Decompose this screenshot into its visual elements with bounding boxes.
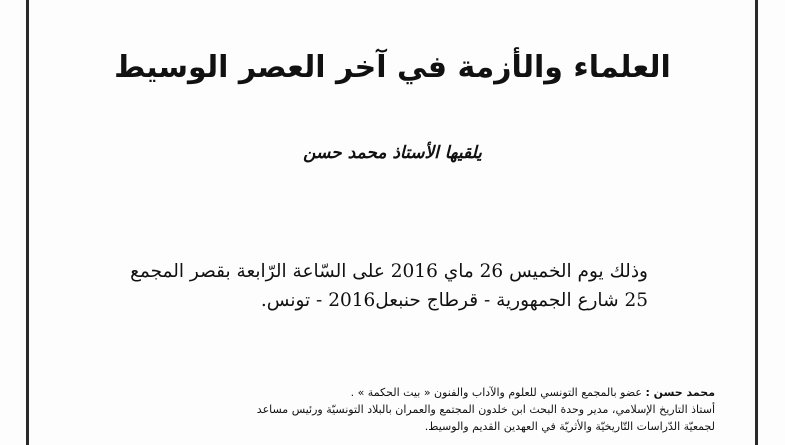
address-line: 25 شارع الجمهورية - قرطاج حنبعل2016 - تونس. [260, 290, 648, 311]
lecturer-bio [95, 384, 715, 435]
date-line: وذلك يوم الخميس 26 ماي 2016 على السّاعة الرّابعة بقصر المجمع [130, 261, 648, 282]
bio-membership: عضو بالمجمع التونسي للعلوم والآداب والفنون « بيت الحكمة » . [350, 386, 646, 399]
bio-name: محمد حسن : [645, 386, 715, 399]
lecture-title: العلماء والأزمة في آخر العصر الوسيط [114, 50, 671, 85]
date-venue-block [128, 257, 648, 315]
bio-line-3: لجمعيّة الدّراسات التّاريخيّة والأثريّة في العهدين القديم والوسيط. [424, 420, 715, 433]
bio-line-2: أستاذ التاريخ الإسلامي، مدير وحدة البحث ابن خلدون المجتمع والعمران بالبلاد التونسيّة ورئيس مساعد [256, 403, 715, 416]
bio-line-1 [95, 384, 715, 401]
lecturer-line: يلقيها الأستاذ محمد حسن [303, 143, 482, 163]
